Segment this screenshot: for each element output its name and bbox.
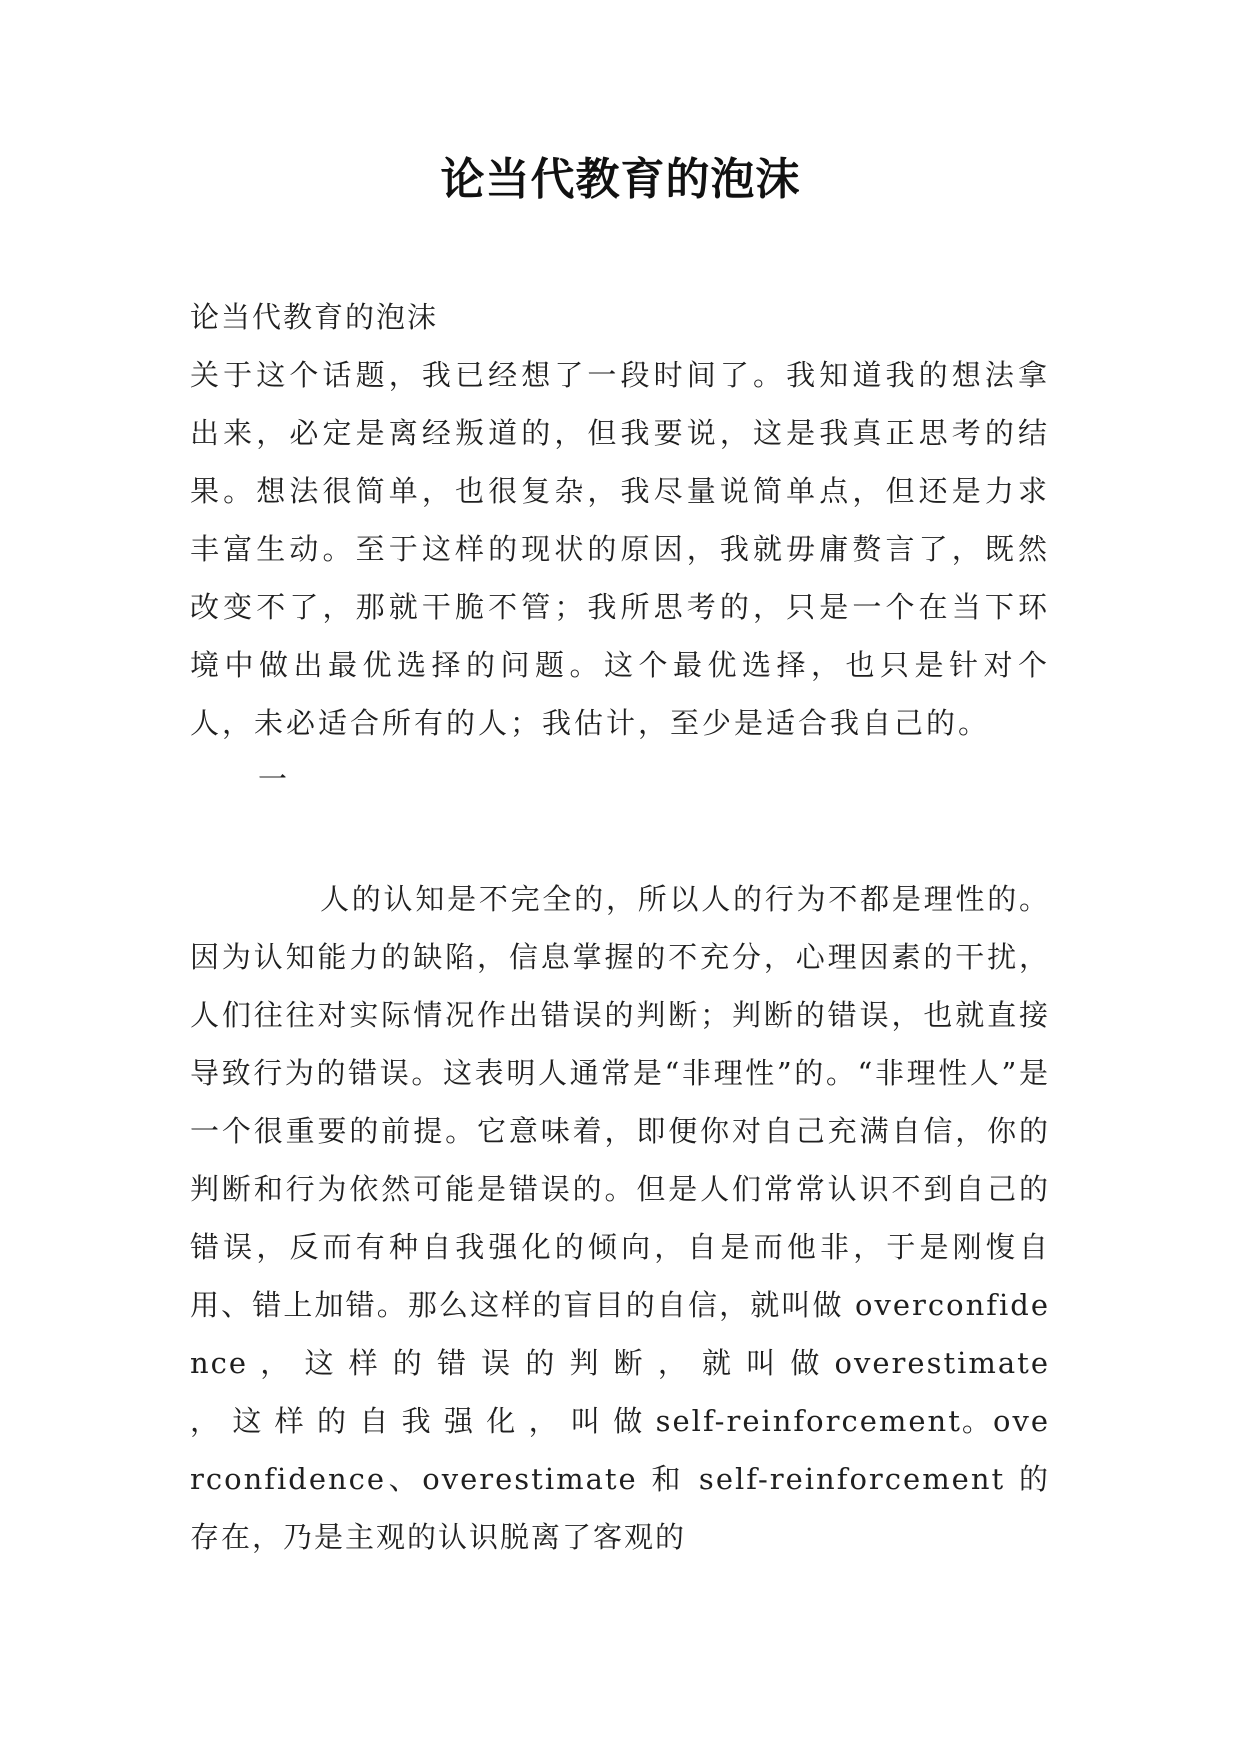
intro-paragraph: 关于这个话题，我已经想了一段时间了。我知道我的想法拿出来，必定是离经叛道的，但我要说，这是我真正思考的结果。想法很简单，也很复杂，我尽量说简单点，但还是力求丰富生动。至于这样的现状的原因，我就毋庸赘言了，既然改变不了，那就干脆不管；我所思考的，只是一个在当下环境中做出最优选择的问题。这个最优选择，也只是针对个人，未必适合所有的人；我估计，至少是适合我自己的。 [190, 358, 1050, 740]
document-title: 论当代教育的泡沫 [440, 154, 801, 205]
section-paragraph: 人的认知是不完全的，所以人的行为不都是理性的。因为认知能力的缺陷，信息掌握的不充分，心理因素的干扰，人们往往对实际情况作出错误的判断；判断的错误，也就直接导致行为的错误。这表明人通常是“非理性”的。“非理性人”是一个很重要的前提。它意味着，即便你对自己充满自信，你的判断和行为依然可能是错误的。但是人们常常认识不到自己的错误，反而有种自我强化的倾向，自是而他非，于是刚愎自用、错上加错。那么这样的盲目的自信，就叫做 overconfidence ， 这 样 的 错 误 的 判 断 ， 就 叫 做 overestimate ， 这 样 的 自 我 强 化 ， 叫 做 self-reinforcement。overconfidence、overestimate 和 self-reinforcement 的存在，乃是主观的认识脱离了客观的 [190, 882, 1050, 1554]
section-number: 一 [258, 762, 288, 796]
document-subtitle: 论当代教育的泡沫 [190, 300, 439, 334]
